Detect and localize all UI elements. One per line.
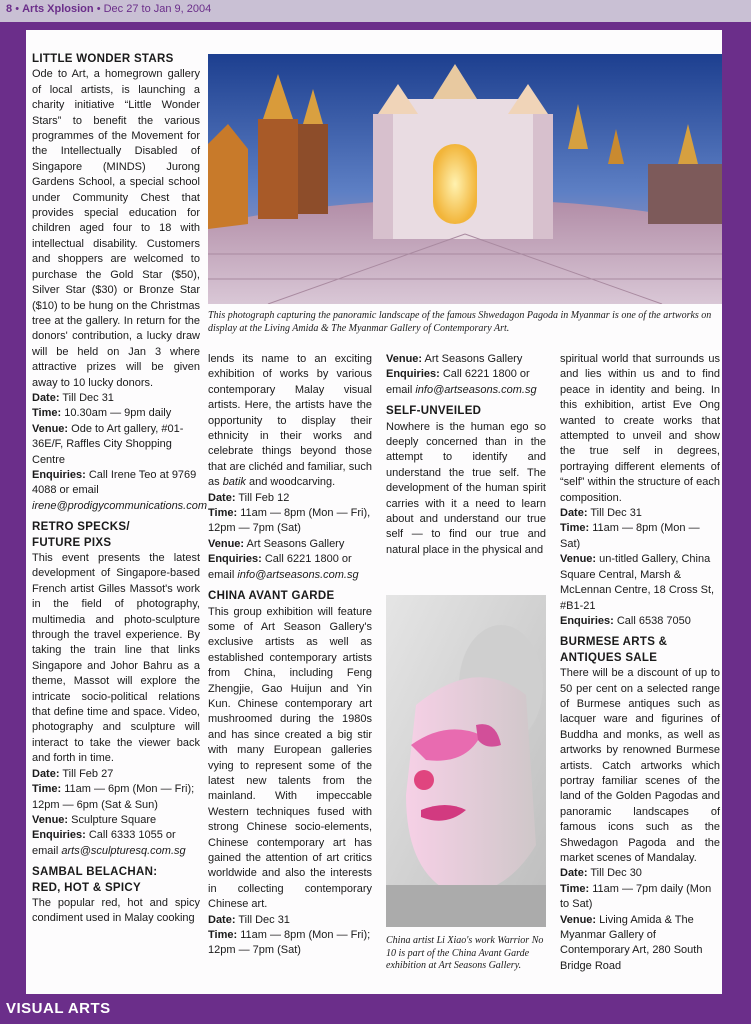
ca-time: Time: 11am — 8pm (Mon — Fri); 12pm — 7pm (Sat) (208, 929, 371, 957)
bullet-icon: • (15, 3, 20, 15)
header-text (6, 3, 211, 15)
sb-email[interactable]: info@artseasons.com.sg (237, 568, 359, 581)
su-enquiries: Enquiries: Call 6538 7050 (560, 614, 691, 627)
header-bar (0, 0, 751, 22)
warrior-illustration (386, 595, 546, 927)
self-unveiled-body: Nowhere is the human ego so deeply concerned than in the attempt to identify and understand the true self. The development of the human spirit carries with it a need to learn about and understand our true self — to find our true and natural place in the physical and (386, 420, 546, 556)
right-border (722, 22, 751, 994)
column-3 (386, 352, 546, 558)
rs-venue: Venue: Sculpture Square (32, 813, 157, 826)
column-1 (32, 52, 208, 927)
sambal-heading-1: SAMBAL BELACHAN: (32, 866, 158, 879)
su-venue: Venue: un-titled Gallery, China Square Central, Marsh & McLennan Centre, 18 Cross St, #B1-21 (560, 553, 715, 612)
section-name: Arts Xplosion (22, 3, 94, 15)
rs-time: Time: 11am — 6pm (Mon — Fri); 12pm — 6pm (Sat & Sun) (32, 783, 195, 811)
rs-enquiries: Enquiries: Call 6333 1055 or email arts@sculpturesq.com.sg (32, 829, 186, 857)
pagoda-photo (208, 54, 722, 304)
burmese-heading-2: ANTIQUES SALE (560, 651, 658, 664)
china-avant-garde-heading: CHINA AVANT GARDE (208, 590, 335, 603)
self-unveiled-body-continued: spiritual world that surrounds us and lies within us and to find peace in identity and being. In this exhibition, artist Eve Ong wanted to create works that attempted to unveil and show the true self in degrees, portraying different elements of “self” within the structure of each composition. (560, 353, 720, 504)
lw-venue: Venue: Ode to Art gallery, #01-36E/F, Raffles City Shopping Centre (32, 422, 184, 466)
sb-date: Date: Till Feb 12 (208, 491, 290, 504)
sb-enquiries: Enquiries: Call 6221 1800 or email info@artseasons.com.sg (208, 553, 359, 581)
pagoda-illustration (208, 54, 722, 304)
rs-email[interactable]: arts@sculpturesq.com.sg (61, 844, 186, 857)
su-date: Date: Till Dec 31 (560, 507, 642, 520)
column-2 (208, 352, 372, 959)
warrior-photo (386, 595, 546, 927)
little-wonder-stars-body: Ode to Art, a homegrown gallery of local artists, is launching a charity initiative “Little Wonder Stars” to benefit the various programmes of the Movement for the Intellectually Disabled of Singapore (MINDS) Jurong Gardens School, a special school under Community Chest that provides special education for children aged four to 18 with intellectual disability. Customers and shoppers are welcomed to purchase the Gold Star ($50), Silver Star ($30) or Bronze Star ($10) to be hung on the Christmas tree at the gallery. In return for the donors' contribution, a lucky draw will be held on Jan 3 where attractive prizes will be given away to 10 lucky donors. (32, 68, 200, 389)
footer-section-label: VISUAL ARTS (6, 1000, 111, 1017)
ba-time: Time: 11am — 7pm daily (Mon to Sat) (560, 882, 712, 911)
issue-date: Dec 27 to Jan 9, 2004 (103, 3, 212, 15)
page-number: 8 (6, 3, 13, 15)
footer-bar (0, 994, 751, 1024)
retro-specks-heading-1: RETRO SPECKS/ (32, 521, 130, 534)
ca-venue: Venue: Art Seasons Gallery (386, 353, 523, 365)
ca-email[interactable]: info@artseasons.com.sg (415, 383, 537, 396)
sambal-heading-2: RED, HOT & SPICY (32, 881, 141, 894)
content-area (26, 30, 722, 994)
sb-time: Time: 11am — 8pm (Mon — Fri), 12pm — 7pm (Sat) (208, 507, 371, 535)
retro-specks-body: This event presents the latest development of Singapore-based French artist Gilles Massot's work in the field of photography, multimedia and photo-sculpture through the travel experience. By taking the train line that links Singapore and Johor Bahru as a theme, Massot will explore the intricate socio-political relations that define time and space. Video, photography and sculpture will interact to take the viewer back and forth in time. (32, 552, 200, 765)
rs-date: Date: Till Feb 27 (32, 767, 114, 780)
lw-date: Date: Till Dec 31 (32, 391, 114, 404)
lw-email[interactable]: irene@prodigycommunications.com (32, 499, 208, 512)
column-4 (560, 352, 720, 974)
china-avant-garde-body: This group exhibition will feature some of Art Season Gallery's exclusive artists as well as established contemporary artists from China, including Feng Zhengjie, Gao Huijun and Yin Kun. Chinese contemporary art mushroomed during the 1980s and has since created a big stir with many European galleries vying to represent some of the latest new talents from the mainland. With impeccable Western techniques fused with strong Chinese socio-elements, Chinese contemporary art has gained the attention of art critics worldwide and also the interests in collecting contemporary Chinese art. (208, 605, 372, 911)
little-wonder-stars-heading: LITTLE WONDER STARS (32, 53, 174, 65)
lw-time: Time: 10.30am — 9pm daily (32, 407, 172, 420)
warrior-photo-caption: China artist Li Xiao's work Warrior No 10 is part of the China Avant Garde exhibition at Art Seasons Gallery. (386, 935, 544, 971)
su-time: Time: 11am — 8pm (Mon — Sat) (560, 522, 700, 550)
self-unveiled-heading: SELF-UNVEILED (386, 405, 482, 418)
left-border (0, 22, 26, 994)
ca-enquiries: Enquiries: Call 6221 1800 or email info@artseasons.com.sg (386, 368, 537, 396)
ba-date: Date: Till Dec 30 (560, 867, 642, 880)
ca-date: Date: Till Dec 31 (208, 913, 290, 926)
sb-venue: Venue: Art Seasons Gallery (208, 537, 345, 550)
sambal-body: The popular red, hot and spicy condiment used in Malay cooking (32, 896, 200, 925)
retro-specks-heading-2: FUTURE PIXS (32, 536, 112, 549)
bullet-icon: • (96, 3, 101, 15)
ba-venue: Venue: Living Amida & The Myanmar Gallery of Contemporary Art, 280 South Bridge Road (560, 913, 703, 972)
lw-enquiries: Enquiries: Call Irene Teo at 9769 4088 or email (32, 468, 197, 497)
burmese-body: There will be a discount of up to 50 per cent on a selected range of Burmese antiques such as lacquer ware and figurines of Buddha and monks, as well as artworks by renowned Burmese artists. Catch artworks which portray familiar scenes of the land of the Golden Pagodas and panoramic landscapes of famous icons such as the Shwedagon Pagoda and the market scenes of Mandalay. (560, 667, 720, 864)
sambal-body-continued: lends its name to an exciting exhibition of works by various contemporary Malay visual artists. Here, the artists have the opportunity to display their ethnicity in their works and celebrate things beyond those that are clichéd and familiar, such as batik and woodcarving. (208, 353, 372, 489)
burmese-heading-1: BURMESE ARTS & (560, 636, 668, 649)
pagoda-photo-caption: This photograph capturing the panoramic landscape of the famous Shwedagon Pagoda in Myanmar is one of the artworks on display at the Living Amida & The Myanmar Gallery of Contemporary Art. (208, 310, 712, 334)
